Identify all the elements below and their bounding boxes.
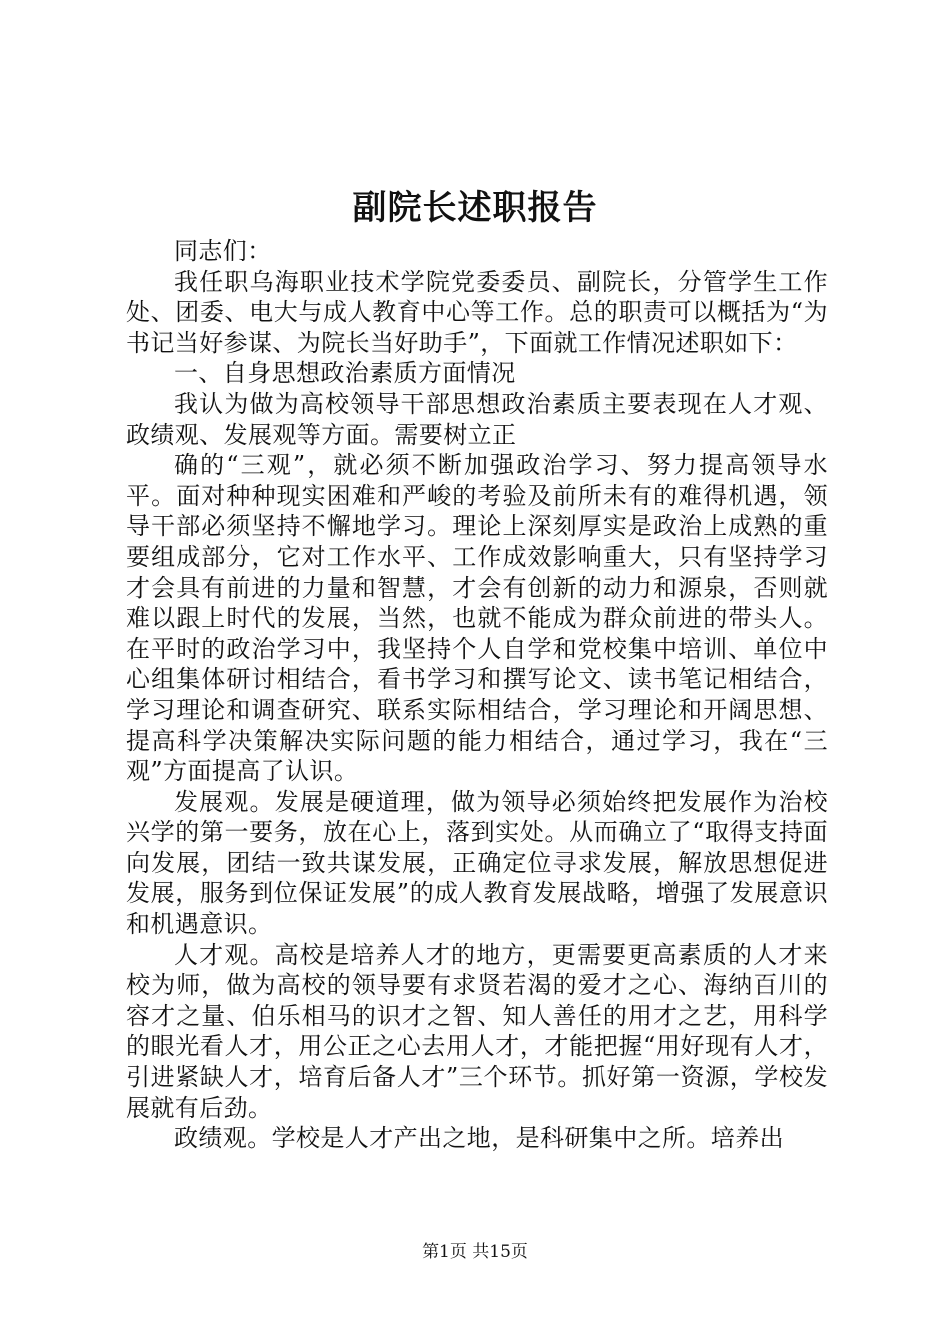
paragraph: 我认为做为高校领导干部思想政治素质主要表现在人才观、政绩观、发展观等方面。需要树立正 — [126, 389, 828, 449]
document-title: 副院长述职报告 — [352, 188, 598, 228]
document-body — [126, 236, 828, 1154]
paragraph: 发展观。发展是硬道理，做为领导必须始终把发展作为治校兴学的第一要务，放在心上，落到实处。从而确立了“取得支持面向发展，团结一致共谋发展，正确定位寻求发展，解放思想促进发展，服务到位保证发展”的成人教育发展战略，增强了发展意识和机遇意识。 — [126, 787, 828, 939]
page-footer: 第1页 共15页 — [422, 1242, 528, 1262]
paragraph: 政绩观。学校是人才产出之地，是科研集中之所。培养出 — [174, 1124, 784, 1153]
paragraph: 确的“三观”，就必须不断加强政治学习、努力提高领导水平。面对种种现实困难和严峻的考验及前所未有的难得机遇，领导干部必须坚持不懈地学习。理论上深刻厚实是政治上成熟的重要组成部分，它对工作水平、工作成效影响重大，只有坚持学习才会具有前进的力量和智慧，才会有创新的动力和源泉，否则就难以跟上时代的发展，当然，也就不能成为群众前进的带头人。在平时的政治学习中，我坚持个人自学和党校集中培训、单位中心组集体研讨相结合，看书学习和撰写论文、读书笔记相结合，学习理论和调查研究、联系实际相结合，学习理论和开阔思想、提高科学决策解决实际问题的能力相结合，通过学习，我在“三观”方面提高了认识。 — [126, 451, 828, 786]
paragraph-salutation: 同志们： — [174, 237, 272, 265]
paragraph-intro: 我任职乌海职业技术学院党委委员、副院长，分管学生工作处、团委、电大与成人教育中心等工作。总的职责可以概括为“为书记当好参谋、为院长当好助手”，下面就工作情况述职如下： — [126, 267, 828, 357]
section-heading: 一、自身思想政治素质方面情况 — [174, 359, 516, 388]
paragraph: 人才观。高校是培养人才的地方，更需要更高素质的人才来校为师，做为高校的领导要有求贤若渴的爱才之心、海纳百川的容才之量、伯乐相马的识才之智、知人善任的用才之艺，用科学的眼光看人才，用公正之心去用人才，才能把握“用好现有人才，引进紧缺人才，培育后备人才”三个环节。抓好第一资源，学校发展就有后劲。 — [126, 940, 828, 1122]
